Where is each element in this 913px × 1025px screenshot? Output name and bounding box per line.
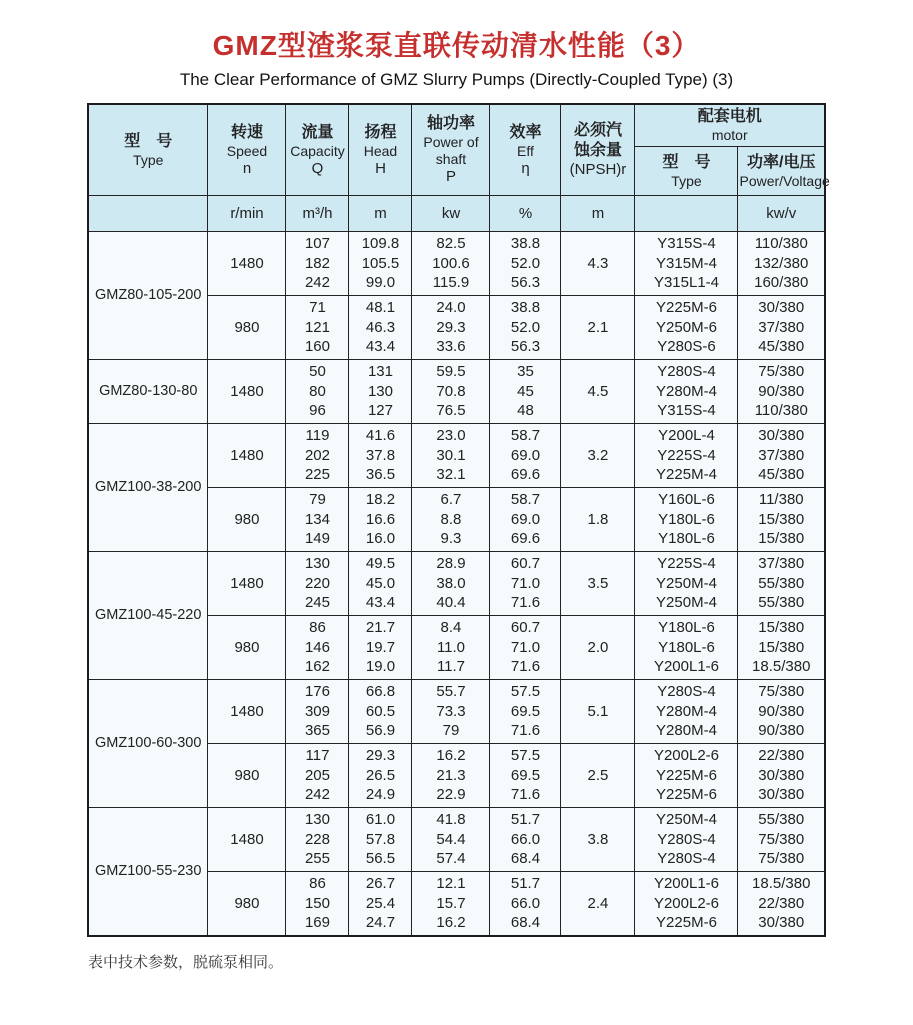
eff-cell: 51.7 66.0 68.4 bbox=[490, 808, 561, 872]
motor-power-cell: 18.5/380 22/380 30/380 bbox=[738, 872, 825, 936]
eff-cell: 58.7 69.0 69.6 bbox=[490, 488, 561, 552]
motor-type-cell: Y200L-4 Y225S-4 Y225M-4 bbox=[635, 424, 738, 488]
col-header-capacity-symbol: Q bbox=[311, 159, 324, 177]
eff-cell: 60.7 71.0 71.6 bbox=[490, 616, 561, 680]
table-row bbox=[88, 552, 825, 616]
motor-power-cell: 110/380 132/380 160/380 bbox=[738, 232, 825, 296]
motor-power-cell: 22/380 30/380 30/380 bbox=[738, 744, 825, 808]
col-header-head-zh: 扬程 bbox=[364, 123, 397, 141]
performance-table bbox=[87, 103, 830, 937]
table-row bbox=[88, 360, 825, 424]
speed-cell: 1480 bbox=[208, 360, 286, 424]
npsh-cell: 3.5 bbox=[561, 552, 635, 616]
head-cell: 41.6 37.8 36.5 bbox=[349, 424, 412, 488]
head-cell: 66.8 60.5 56.9 bbox=[349, 680, 412, 744]
motor-type-cell: Y160L-6 Y180L-6 Y180L-6 bbox=[635, 488, 738, 552]
header-row-units bbox=[88, 196, 825, 232]
capacity-cell: 86 146 162 bbox=[286, 616, 349, 680]
col-header-motor-group-zh: 配套电机 bbox=[697, 108, 762, 125]
motor-type-cell: Y250M-4 Y280S-4 Y280S-4 bbox=[635, 808, 738, 872]
col-header-shaft-power-symbol: P bbox=[445, 168, 456, 185]
capacity-cell: 119 202 225 bbox=[286, 424, 349, 488]
shaft-power-cell: 23.0 30.1 32.1 bbox=[412, 424, 490, 488]
npsh-cell: 2.5 bbox=[561, 744, 635, 808]
head-cell: 49.5 45.0 43.4 bbox=[349, 552, 412, 616]
col-header-shaft-power-zh: 轴功率 bbox=[426, 115, 475, 132]
eff-cell: 58.7 69.0 69.6 bbox=[490, 424, 561, 488]
speed-cell: 980 bbox=[208, 296, 286, 360]
col-header-type-en: Type bbox=[133, 151, 164, 168]
motor-type-cell: Y315S-4 Y315M-4 Y315L1-4 bbox=[635, 232, 738, 296]
col-header-shaft-power-en2: shaft bbox=[435, 151, 467, 167]
table-body bbox=[88, 232, 825, 936]
col-header-eff-symbol: η bbox=[521, 159, 530, 177]
shaft-power-cell: 28.9 38.0 40.4 bbox=[412, 552, 490, 616]
pump-type-cell: GMZ100-45-220 bbox=[88, 552, 208, 680]
col-header-speed-symbol: n bbox=[242, 159, 252, 177]
motor-power-cell: 11/380 15/380 15/380 bbox=[738, 488, 825, 552]
npsh-cell: 5.1 bbox=[561, 680, 635, 744]
shaft-power-cell: 6.7 8.8 9.3 bbox=[412, 488, 490, 552]
col-header-speed bbox=[208, 104, 286, 196]
speed-cell: 980 bbox=[208, 488, 286, 552]
header-row-main bbox=[88, 104, 825, 147]
speed-cell: 980 bbox=[208, 744, 286, 808]
col-header-head-en: Head bbox=[363, 142, 398, 159]
col-header-capacity bbox=[286, 104, 349, 196]
shaft-power-cell: 55.7 73.3 79 bbox=[412, 680, 490, 744]
npsh-cell: 4.5 bbox=[561, 360, 635, 424]
unit-motor-power: kw/v bbox=[738, 196, 825, 232]
col-header-motor-power-zh: 功率/电压 bbox=[747, 153, 816, 171]
npsh-cell: 1.8 bbox=[561, 488, 635, 552]
motor-type-cell: Y280S-4 Y280M-4 Y280M-4 bbox=[635, 680, 738, 744]
capacity-cell: 176 309 365 bbox=[286, 680, 349, 744]
npsh-cell: 3.8 bbox=[561, 808, 635, 872]
col-header-speed-en: Speed bbox=[226, 142, 268, 159]
unit-motor-type bbox=[635, 196, 738, 232]
speed-cell: 1480 bbox=[208, 552, 286, 616]
shaft-power-cell: 24.0 29.3 33.6 bbox=[412, 296, 490, 360]
table-row bbox=[88, 808, 825, 872]
head-cell: 61.0 57.8 56.5 bbox=[349, 808, 412, 872]
col-header-motor-type bbox=[635, 147, 738, 196]
col-header-eff bbox=[490, 104, 561, 196]
speed-cell: 1480 bbox=[208, 808, 286, 872]
col-header-motor-power bbox=[738, 147, 830, 196]
npsh-cell: 2.1 bbox=[561, 296, 635, 360]
capacity-cell: 71 121 160 bbox=[286, 296, 349, 360]
col-header-eff-en: Eff bbox=[517, 142, 534, 159]
npsh-cell: 2.0 bbox=[561, 616, 635, 680]
col-header-speed-zh: 转速 bbox=[230, 123, 263, 141]
shaft-power-cell: 16.2 21.3 22.9 bbox=[412, 744, 490, 808]
pump-type-cell: GMZ80-130-80 bbox=[88, 360, 208, 424]
col-header-capacity-zh: 流量 bbox=[301, 123, 334, 141]
col-header-type bbox=[88, 104, 208, 196]
pump-type-cell: GMZ100-38-200 bbox=[88, 424, 208, 552]
pump-type-cell: GMZ80-105-200 bbox=[88, 232, 208, 360]
table-row bbox=[88, 232, 825, 296]
col-header-motor-type-en: Type bbox=[671, 172, 702, 189]
npsh-cell: 2.4 bbox=[561, 872, 635, 936]
head-cell: 21.7 19.7 19.0 bbox=[349, 616, 412, 680]
speed-cell: 1480 bbox=[208, 680, 286, 744]
table-header bbox=[88, 104, 830, 232]
col-header-npsh-symbol: (NPSH)r bbox=[569, 161, 627, 178]
unit-eff: % bbox=[490, 196, 561, 232]
eff-cell: 38.8 52.0 56.3 bbox=[490, 232, 561, 296]
motor-type-cell: Y200L1-6 Y200L2-6 Y225M-6 bbox=[635, 872, 738, 936]
col-header-head-symbol: H bbox=[375, 159, 386, 177]
npsh-cell: 3.2 bbox=[561, 424, 635, 488]
motor-power-cell: 15/380 15/380 18.5/380 bbox=[738, 616, 825, 680]
shaft-power-cell: 41.8 54.4 57.4 bbox=[412, 808, 490, 872]
npsh-cell: 4.3 bbox=[561, 232, 635, 296]
col-header-type-zh: 型 号 bbox=[124, 132, 173, 150]
col-header-shaft-power-en1: Power of bbox=[423, 134, 479, 150]
pump-type-cell: GMZ100-60-300 bbox=[88, 680, 208, 808]
shaft-power-cell: 59.5 70.8 76.5 bbox=[412, 360, 490, 424]
shaft-power-cell: 12.1 15.7 16.2 bbox=[412, 872, 490, 936]
eff-cell: 51.7 66.0 68.4 bbox=[490, 872, 561, 936]
col-header-motor-type-zh: 型 号 bbox=[662, 153, 711, 171]
motor-power-cell: 75/380 90/380 110/380 bbox=[738, 360, 825, 424]
motor-power-cell: 30/380 37/380 45/380 bbox=[738, 296, 825, 360]
unit-capacity: m³/h bbox=[286, 196, 349, 232]
unit-npsh: m bbox=[561, 196, 635, 232]
motor-type-cell: Y200L2-6 Y225M-6 Y225M-6 bbox=[635, 744, 738, 808]
eff-cell: 38.8 52.0 56.3 bbox=[490, 296, 561, 360]
table-row bbox=[88, 424, 825, 488]
unit-type bbox=[88, 196, 208, 232]
col-header-motor-power-en: Power/Voltage bbox=[739, 172, 830, 189]
capacity-cell: 50 80 96 bbox=[286, 360, 349, 424]
capacity-cell: 130 220 245 bbox=[286, 552, 349, 616]
speed-cell: 1480 bbox=[208, 232, 286, 296]
shaft-power-cell: 82.5 100.6 115.9 bbox=[412, 232, 490, 296]
head-cell: 131 130 127 bbox=[349, 360, 412, 424]
col-header-head bbox=[349, 104, 412, 196]
eff-cell: 57.5 69.5 71.6 bbox=[490, 680, 561, 744]
speed-cell: 980 bbox=[208, 872, 286, 936]
pump-type-cell: GMZ100-55-230 bbox=[88, 808, 208, 936]
head-cell: 109.8 105.5 99.0 bbox=[349, 232, 412, 296]
footnote: 表中技术参数，脱硫泵相同。 bbox=[88, 953, 284, 971]
capacity-cell: 130 228 255 bbox=[286, 808, 349, 872]
col-header-motor-group-en: motor bbox=[711, 127, 748, 143]
unit-speed: r/min bbox=[208, 196, 286, 232]
col-header-npsh-zh1: 必须汽 bbox=[573, 122, 622, 139]
motor-power-cell: 37/380 55/380 55/380 bbox=[738, 552, 825, 616]
head-cell: 18.2 16.6 16.0 bbox=[349, 488, 412, 552]
eff-cell: 35 45 48 bbox=[490, 360, 561, 424]
capacity-cell: 79 134 149 bbox=[286, 488, 349, 552]
page-subtitle: The Clear Performance of GMZ Slurry Pumps (Directly-Coupled Type) (3) bbox=[179, 70, 734, 89]
speed-cell: 980 bbox=[208, 616, 286, 680]
unit-head: m bbox=[349, 196, 412, 232]
capacity-cell: 117 205 242 bbox=[286, 744, 349, 808]
capacity-cell: 107 182 242 bbox=[286, 232, 349, 296]
col-header-motor-group bbox=[635, 104, 825, 147]
speed-cell: 1480 bbox=[208, 424, 286, 488]
head-cell: 29.3 26.5 24.9 bbox=[349, 744, 412, 808]
page-title: GMZ型渣浆泵直联传动清水性能（3） bbox=[212, 30, 701, 61]
eff-cell: 60.7 71.0 71.6 bbox=[490, 552, 561, 616]
table-row bbox=[88, 680, 825, 744]
motor-type-cell: Y180L-6 Y180L-6 Y200L1-6 bbox=[635, 616, 738, 680]
head-cell: 26.7 25.4 24.7 bbox=[349, 872, 412, 936]
head-cell: 48.1 46.3 43.4 bbox=[349, 296, 412, 360]
motor-power-cell: 75/380 90/380 90/380 bbox=[738, 680, 825, 744]
motor-power-cell: 55/380 75/380 75/380 bbox=[738, 808, 825, 872]
col-header-shaft-power bbox=[412, 104, 490, 196]
capacity-cell: 86 150 169 bbox=[286, 872, 349, 936]
motor-type-cell: Y280S-4 Y280M-4 Y315S-4 bbox=[635, 360, 738, 424]
unit-shaft-power: kw bbox=[412, 196, 490, 232]
col-header-npsh bbox=[561, 104, 635, 196]
motor-type-cell: Y225S-4 Y250M-4 Y250M-4 bbox=[635, 552, 738, 616]
col-header-eff-zh: 效率 bbox=[509, 123, 542, 141]
motor-power-cell: 30/380 37/380 45/380 bbox=[738, 424, 825, 488]
eff-cell: 57.5 69.5 71.6 bbox=[490, 744, 561, 808]
col-header-capacity-en: Capacity bbox=[290, 142, 345, 159]
col-header-npsh-zh2: 蚀余量 bbox=[573, 142, 622, 159]
shaft-power-cell: 8.4 11.0 11.7 bbox=[412, 616, 490, 680]
motor-type-cell: Y225M-6 Y250M-6 Y280S-6 bbox=[635, 296, 738, 360]
